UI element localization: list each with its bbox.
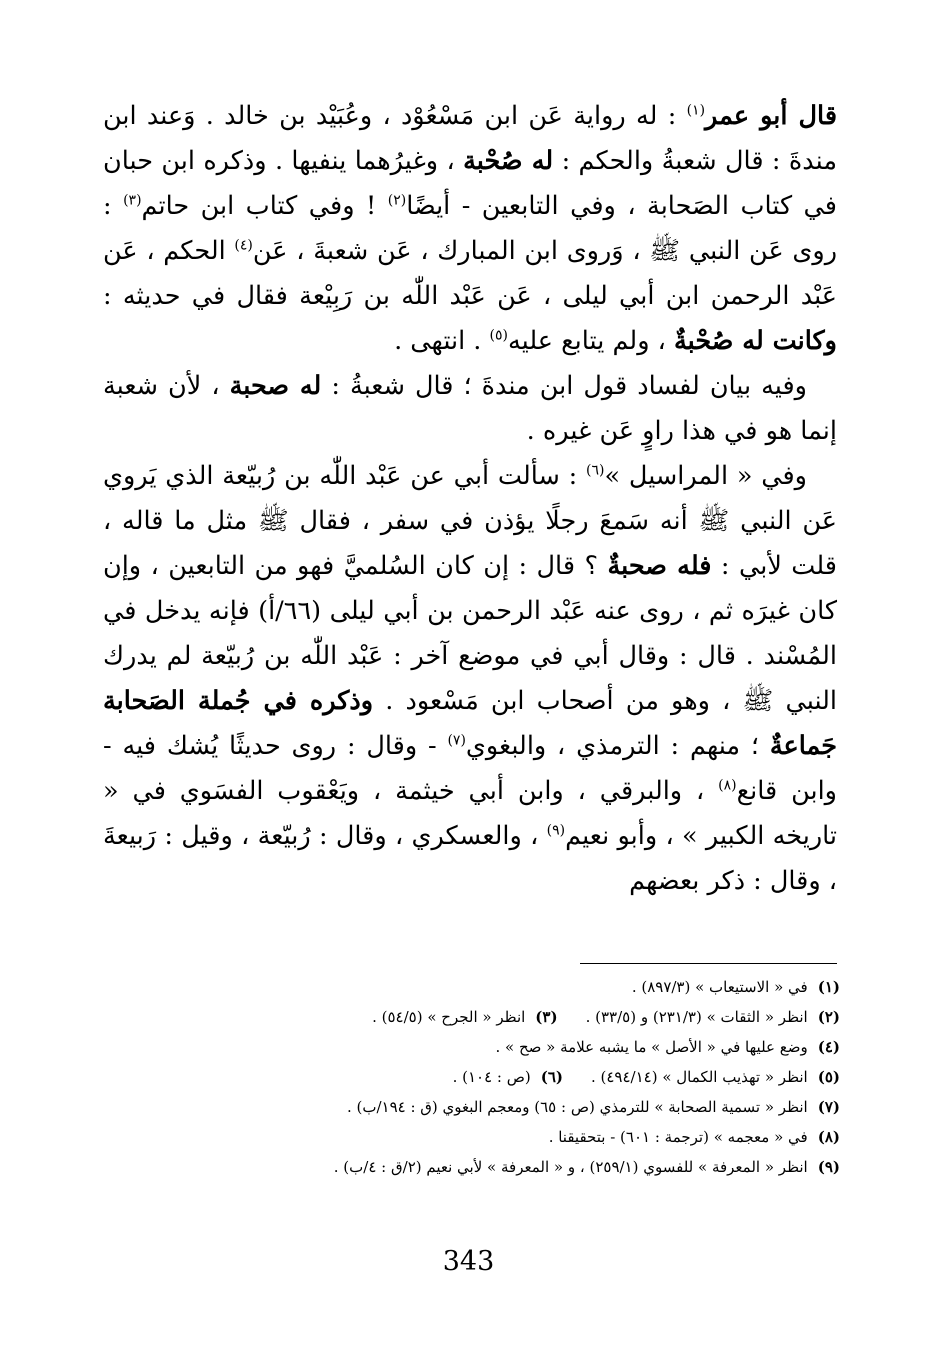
footnote-separator (580, 963, 837, 964)
footnote-ref: (٩) (546, 822, 566, 839)
footnote-text: في « الاستيعاب » (٨٩٧/٣) . (631, 978, 808, 996)
footnote-ref: (٦) (586, 462, 605, 479)
footnote-9 (150, 1152, 840, 1182)
footnote-text: انظر « الجرح » (٥٤/٥) . (372, 1008, 526, 1026)
text-run: ؟ قال : إن كان السُلميَّ فهو من التابعين ، وإن كان غيرَه ثم ، روى عنه عَبْد الرحمن بن أبي ليلى (٦٦/أ) فإنه يدخل في المُسْند . قال : وقال أبي في موضع آخر : عَبْد اللّٰه بن رُبيّعة لم يدرك النبي ﷺ ، وهو من أصحاب ابن مَسْعود . (103, 551, 838, 716)
text-run: ، والبرقي ، وابن أبي خيثمة ، ويَعْقوب الفسَوي في « تاريخه الكبير » ، وأبو نعيم (103, 776, 838, 851)
footnotes (150, 972, 840, 1182)
paragraph-3 (103, 454, 837, 904)
text-run: : سألت أبي عن عَبْد اللّٰه بن رُبيّعة الذي يَروي عَن النبي ﷺ أنه سَمعَ رجلًا يؤذن في سفر ، فقال ﷺ مثل ما قاله ، قلت لأبي : (103, 461, 837, 581)
footnote-4 (150, 1032, 840, 1062)
text-run: : روى عَن النبي ﷺ ، وَروى ابن المبارك ، عَن شعبةَ ، عَن (103, 191, 838, 266)
bold-phrase: فله صحبةٌ (607, 551, 712, 581)
footnote-ref: (٣) (123, 192, 142, 209)
text-run: ، لأن شعبة إنما هو في هذا راوٍ عَن غيره . (103, 371, 837, 446)
text-run: الحكم ، عَن عَبْد الرحمن ابن أبي ليلى ، عَن عَبْد اللّٰه بن رَبِيْعة فقال في حديثه : (103, 236, 837, 311)
footnote-ref: (٨) (718, 777, 737, 794)
footnote-ref: (٥) (489, 327, 508, 344)
text-run: ، ولم يتابع عليه (507, 326, 674, 356)
bold-phrase: له صحبة (229, 371, 322, 401)
footnote-1 (150, 972, 840, 1002)
page-number: 343 (442, 1246, 495, 1277)
main-text (103, 94, 837, 904)
footnote-ref: (١) (686, 102, 706, 119)
footnote-number: (٦) (540, 1068, 563, 1086)
text-run: ! وفي كتاب ابن حاتم (141, 191, 388, 221)
footnote-2-3 (150, 1002, 840, 1032)
text-run: وفيه بيان لفساد قول ابن مندةَ ؛ قال شعبةُ : (321, 371, 807, 401)
bold-phrase: وذكره في جُملة الصَحابة جَماعةٌ (103, 686, 837, 761)
bold-phrase: قال أبو عمر (705, 101, 838, 131)
footnote-text: انظر « المعرفة » للفسوي (٢٥٩/١) ، و « المعرفة » لأبي نعيم (٢/ق : ٤/ب) . (333, 1158, 808, 1176)
text-run: وفي « المراسيل » (604, 461, 807, 491)
text-run: : له رواية عَن ابن مَسْعُوْد ، وعُبَيْد بن خالد . وَعند ابن مندةَ : قال شعبةُ والحكم : (103, 101, 837, 176)
footnote-ref: (٤) (234, 237, 253, 254)
footnote-text: انظر « تسمية الصحابة » للترمذي (ص : ٦٥) ومعجم البغوي (ق : ١٩٤/ب) . (346, 1098, 808, 1116)
footnote-text: وضع عليها في « الأصل » ما يشبه علامة « صح » . (495, 1038, 808, 1056)
footnote-number: (٥) (817, 1068, 840, 1086)
bold-phrase: وكانت له صُحْبةٌ (673, 326, 837, 356)
bold-phrase: له صُحْبة (463, 146, 554, 176)
text-run: ، والعسكري ، وقال : رُبيّعة ، وقيل : رَبيعةَ ، وقال : ذكر بعضهم (103, 821, 837, 896)
footnote-5-6 (150, 1062, 840, 1092)
footnote-ref: (٢) (387, 192, 407, 209)
footnote-number: (٢) (817, 1008, 840, 1026)
paragraph-1 (103, 94, 837, 364)
footnote-text: (ص : ١٠٤) . (452, 1068, 531, 1086)
footnote-8 (150, 1122, 840, 1152)
footnote-number: (١) (817, 978, 840, 996)
paragraph-2 (103, 364, 837, 454)
footnote-number: (٤) (817, 1038, 840, 1056)
footnote-number: (٩) (817, 1158, 840, 1176)
footnote-number: (٧) (817, 1098, 840, 1116)
footnote-text: في « معجمه » (ترجمة : ٦٠١) - بتحقيقنا . (548, 1128, 808, 1146)
footnote-text: انظر « تهذيب الكمال » (٤٩٤/١٤) . (590, 1068, 808, 1086)
footnote-text: انظر « الثقات » (٢٣١/٣) و (٣٣/٥) . (585, 1008, 808, 1026)
footnote-number: (٣) (535, 1008, 558, 1026)
text-run: - وقال : روى حديثًا يُشك فيه - وابن قانع (103, 731, 837, 806)
text-run: ؛ منهم : الترمذي ، والبغوي (465, 731, 770, 761)
text-run: . انتهى . (394, 326, 490, 356)
footnote-7 (150, 1092, 840, 1122)
footnote-number: (٨) (817, 1128, 840, 1146)
text-run: ، وغيرُهما ينفيها . وذكره ابن حبان في كتاب الصَحابة ، وفي التابعين - أيضًا (103, 146, 837, 221)
footnote-ref: (٧) (447, 732, 466, 749)
